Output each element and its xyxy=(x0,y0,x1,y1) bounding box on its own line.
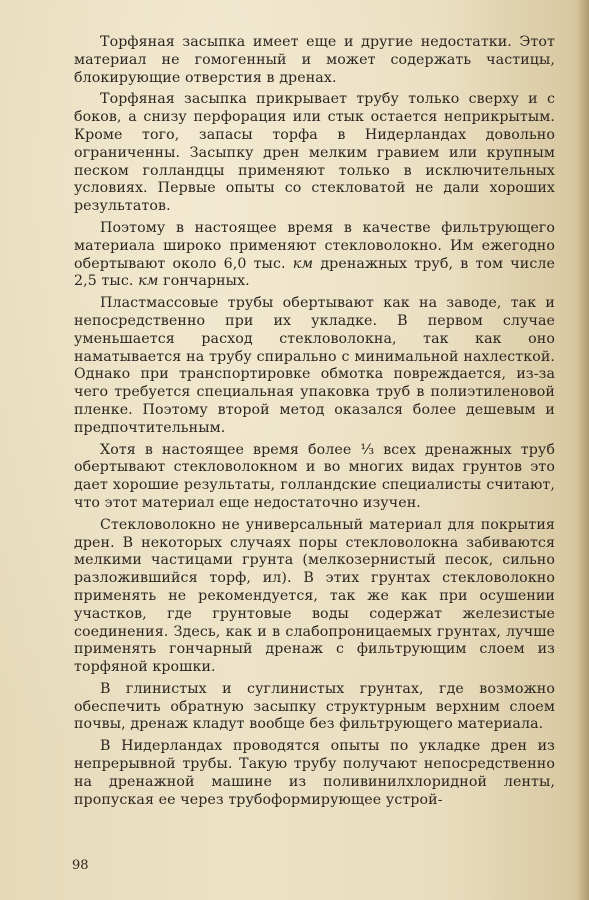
unit-km-2: км xyxy=(138,273,159,290)
paragraph-3-part-c: гончарных. xyxy=(163,273,250,290)
page-edge-shadow xyxy=(577,0,589,900)
unit-km-1: км xyxy=(292,255,314,272)
paragraph-3-part-a: Поэтому в настоящее время в качестве фильтрующего материала широко применяют стекловолокно. Им ежегодно обертывают около 6,0 тыс. xyxy=(74,219,555,272)
paragraph-7: В глинистых и суглинистых грунтах, где возможно обеспечить обратную засыпку структурным верхним слоем почвы, дренаж кладут вообще без фильтрующего материала. xyxy=(74,680,555,733)
page-text xyxy=(74,34,555,809)
paragraph-8: В Нидерландах проводятся опыты по укладке дрен из непрерывной трубы. Такую трубу получают непосредственно на дренажной машине из поливинилхлоридной ленты, пропуская ее через трубоформирующее устрой- xyxy=(74,738,555,808)
paragraph-3-part-b: дренажных труб, в том числе 2,5 тыс. xyxy=(74,255,555,290)
paragraph-5: Хотя в настоящее время более ⅓ всех дренажных труб обертывают стекловолокном и во многих видах грунтов это дает хорошие результаты, голландские специалисты считают, что этот материал еще недостаточно изучен. xyxy=(74,441,555,511)
paragraph-3 xyxy=(74,220,555,291)
paragraph-4: Пластмассовые трубы обертывают как на заводе, так и непосредственно при их укладке. В первом случае уменьшается расход стекловолокна, так как оно наматывается на трубу спирально с минимальной нахлесткой. Однако при транспортировке обмотка повреждается, из-за чего требуется специальная упаковка труб в полиэтиленовой пленке. Поэтому второй метод оказался более дешевым и предпочтительным. xyxy=(74,295,555,436)
paragraph-1: Торфяная засыпка имеет еще и другие недостатки. Этот материал не гомогенный и может содержать частицы, блокирующие отверстия в дренах. xyxy=(74,34,555,86)
paragraph-6: Стекловолокно не универсальный материал для покрытия дрен. В некоторых случаях поры стекловолокна забиваются мелкими частицами грунта (мелкозернистый песок, сильно разложившийся торф, ил). В этих грунтах стекловолокно применять не рекомендуется, так же как при осушении участков, где грунтовые воды содержат железистые соединения. Здесь, как и в слабопроницаемых грунтах, лучше применять гончарный дренаж с фильтрующим слоем из торфяной крошки. xyxy=(74,516,555,676)
page-number: 98 xyxy=(72,858,89,873)
paragraph-2: Торфяная засыпка прикрывает трубу только сверху и с боков, а снизу перфорация или стык остается неприкрытым. Кроме того, запасы торфа в Нидерландах довольно ограниченны. Засыпку дрен мелким гравием или крупным песком голландцы применяют только в исключительных условиях. Первые опыты со стекловатой не дали хороших результатов. xyxy=(74,91,555,215)
